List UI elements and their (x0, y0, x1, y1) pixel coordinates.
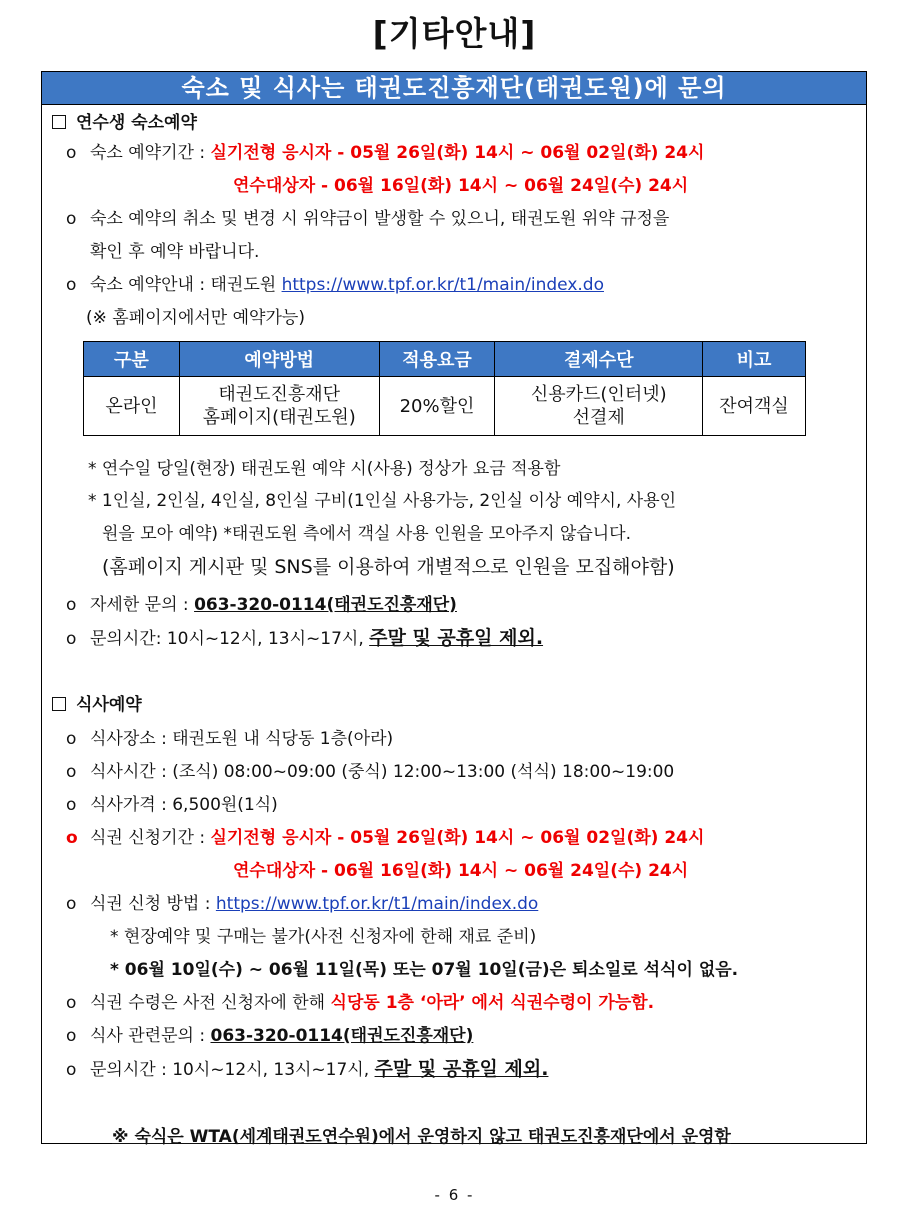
meal-method-label: 식권 신청 방법 : (90, 894, 216, 914)
meal-booking-link[interactable]: https://www.tpf.or.kr/t1/main/index.do (215, 894, 539, 914)
meal-period-value1: 실기전형 응시자 - 05월 26일(화) 14시 ~ 06월 02일(화) 24시 (210, 828, 705, 848)
meal-period-line1 (66, 823, 704, 848)
meal-contact-label: 식사 관련문의 : (90, 1026, 211, 1046)
lodging-cancel-line1 (66, 204, 669, 229)
table-cell-note: 잔여객실 (703, 377, 806, 436)
lodging-note2-line1: * 1인실, 2인실, 4인실, 8인실 구비(1인실 사용가능, 2인실 이상 예약시, 사용인 (88, 491, 677, 511)
meal-price-line (66, 790, 278, 815)
lodging-period-label: 숙소 예약기간 : (90, 143, 211, 163)
table-header-cell: 구분 (84, 342, 180, 377)
page-title: [기타안내] (372, 14, 537, 53)
table-header-cell: 적용요금 (379, 342, 495, 377)
checkbox-square-icon (52, 697, 66, 711)
lodging-contact-line (66, 590, 457, 615)
lodging-heading-text: 연수생 숙소예약 (76, 113, 197, 133)
meal-price-text: 식사가격 : 6,500원(1식) (90, 795, 278, 815)
payment-line1: 신용카드(인터넷) (530, 384, 667, 405)
meal-period-value2: 연수대상자 - 06월 16일(화) 14시 ~ 06월 24일(수) 24시 (233, 861, 689, 881)
bullet-icon: o (66, 629, 77, 649)
meal-period-label: 식권 신청기간 : (90, 828, 211, 848)
lodging-cancel-text1: 숙소 예약의 취소 및 변경 시 위약금이 발생할 수 있으니, 태권도원 위약 규정을 (90, 209, 670, 229)
meal-contact-phone: 063-320-0114(태권도진흥재단) (210, 1026, 474, 1046)
lodging-note1: * 연수일 당일(현장) 태권도원 예약 시(사용) 정상가 요금 적용함 (88, 459, 561, 479)
bullet-icon: o (66, 828, 78, 848)
meal-method-line (66, 889, 538, 914)
meal-dinner-note: * 06월 10일(수) ~ 06월 11일(목) 또는 07월 10일(금)은 퇴소일로 석식이 없음. (110, 960, 739, 980)
footer-note: ※ 숙식은 WTA(세계태권도연수원)에서 운영하지 않고 태권도진흥재단에서 운영함 (112, 1127, 731, 1147)
lodging-period-value2: 연수대상자 - 06월 16일(화) 14시 ~ 06월 24일(수) 24시 (233, 176, 689, 196)
payment-line2: 선결제 (572, 407, 625, 428)
table-header-cell: 결제수단 (495, 342, 703, 377)
lodging-cancel-line2: 확인 후 예약 바랍니다. (90, 242, 260, 262)
method-line2: 홈페이지(태권도원) (202, 407, 356, 428)
meal-receive-line (66, 988, 654, 1013)
meal-section-heading (52, 690, 142, 715)
method-line1: 태권도진흥재단 (218, 384, 341, 405)
table-row (84, 377, 806, 436)
meal-place-line (66, 724, 393, 749)
meal-hours-line (66, 1054, 548, 1081)
table-cell-method (179, 377, 379, 436)
meal-receive-label: 식권 수령은 사전 신청자에 한해 (90, 993, 331, 1013)
notice-frame (41, 71, 867, 1147)
bullet-icon: o (66, 729, 77, 749)
lodging-guide-label: 숙소 예약안내 : 태권도원 (90, 275, 282, 295)
bullet-icon: o (66, 993, 77, 1013)
meal-contact-line (66, 1021, 473, 1046)
lodging-note2-line2: 원을 모아 예약) *태권도원 측에서 객실 사용 인원을 모아주지 않습니다. (102, 524, 631, 544)
banner-heading: 숙소 및 식사는 태권도진흥재단(태권도원)에 문의 (42, 72, 866, 105)
page-number: - 6 - (434, 1186, 475, 1204)
lodging-hours-exclusion: 주말 및 공휴일 제외. (369, 627, 544, 649)
lodging-hours-label: 문의시간: 10시~12시, 13시~17시, (90, 629, 370, 649)
lodging-guide-note: (※ 홈페이지에서만 예약가능) (86, 308, 305, 328)
lodging-booking-link[interactable]: https://www.tpf.or.kr/t1/main/index.do (281, 275, 604, 295)
bullet-icon: o (66, 795, 77, 815)
bullet-icon: o (66, 1026, 77, 1046)
lodging-rate-table (83, 341, 806, 436)
meal-receive-location: 식당동 1층 ‘아라’ 에서 식권수령이 가능함. (330, 993, 655, 1013)
bullet-icon: o (66, 1060, 77, 1080)
lodging-contact-phone: 063-320-0114(태권도진흥재단) (194, 595, 457, 615)
lodging-guide-line (66, 270, 604, 295)
bullet-icon: o (66, 275, 77, 295)
bullet-icon: o (66, 209, 77, 229)
meal-hours-label: 문의시간 : 10시~12시, 13시~17시, (90, 1060, 375, 1080)
bullet-icon: o (66, 762, 77, 782)
meal-time-text: 식사시간 : (조식) 08:00~09:00 (중식) 12:00~13:00 (석식) 18:00~19:00 (90, 762, 675, 782)
bullet-icon: o (66, 143, 77, 163)
table-header-cell: 예약방법 (179, 342, 379, 377)
bullet-icon: o (66, 595, 77, 615)
lodging-contact-label: 자세한 문의 : (90, 595, 195, 615)
lodging-hours-line (66, 623, 543, 650)
lodging-note2-line3: (홈페이지 게시판 및 SNS를 이용하여 개별적으로 인원을 모집해야함) (102, 556, 675, 578)
meal-method-note: * 현장예약 및 구매는 불가(사전 신청자에 한해 재료 준비) (110, 927, 537, 947)
table-cell-type: 온라인 (84, 377, 180, 436)
table-header-cell: 비고 (703, 342, 806, 377)
table-header-row (84, 342, 806, 377)
lodging-period-line1 (66, 138, 704, 163)
checkbox-square-icon (52, 115, 66, 129)
meal-hours-exclusion: 주말 및 공휴일 제외. (374, 1058, 549, 1080)
table-cell-rate: 20%할인 (379, 377, 495, 436)
meal-time-line (66, 757, 674, 782)
lodging-section-heading (52, 108, 197, 133)
meal-place-text: 식사장소 : 태권도원 내 식당동 1층(아라) (90, 729, 394, 749)
table-cell-payment (495, 377, 703, 436)
bullet-icon: o (66, 894, 77, 914)
lodging-period-value1: 실기전형 응시자 - 05월 26일(화) 14시 ~ 06월 02일(화) 24시 (210, 143, 705, 163)
meal-heading-text: 식사예약 (76, 695, 142, 715)
